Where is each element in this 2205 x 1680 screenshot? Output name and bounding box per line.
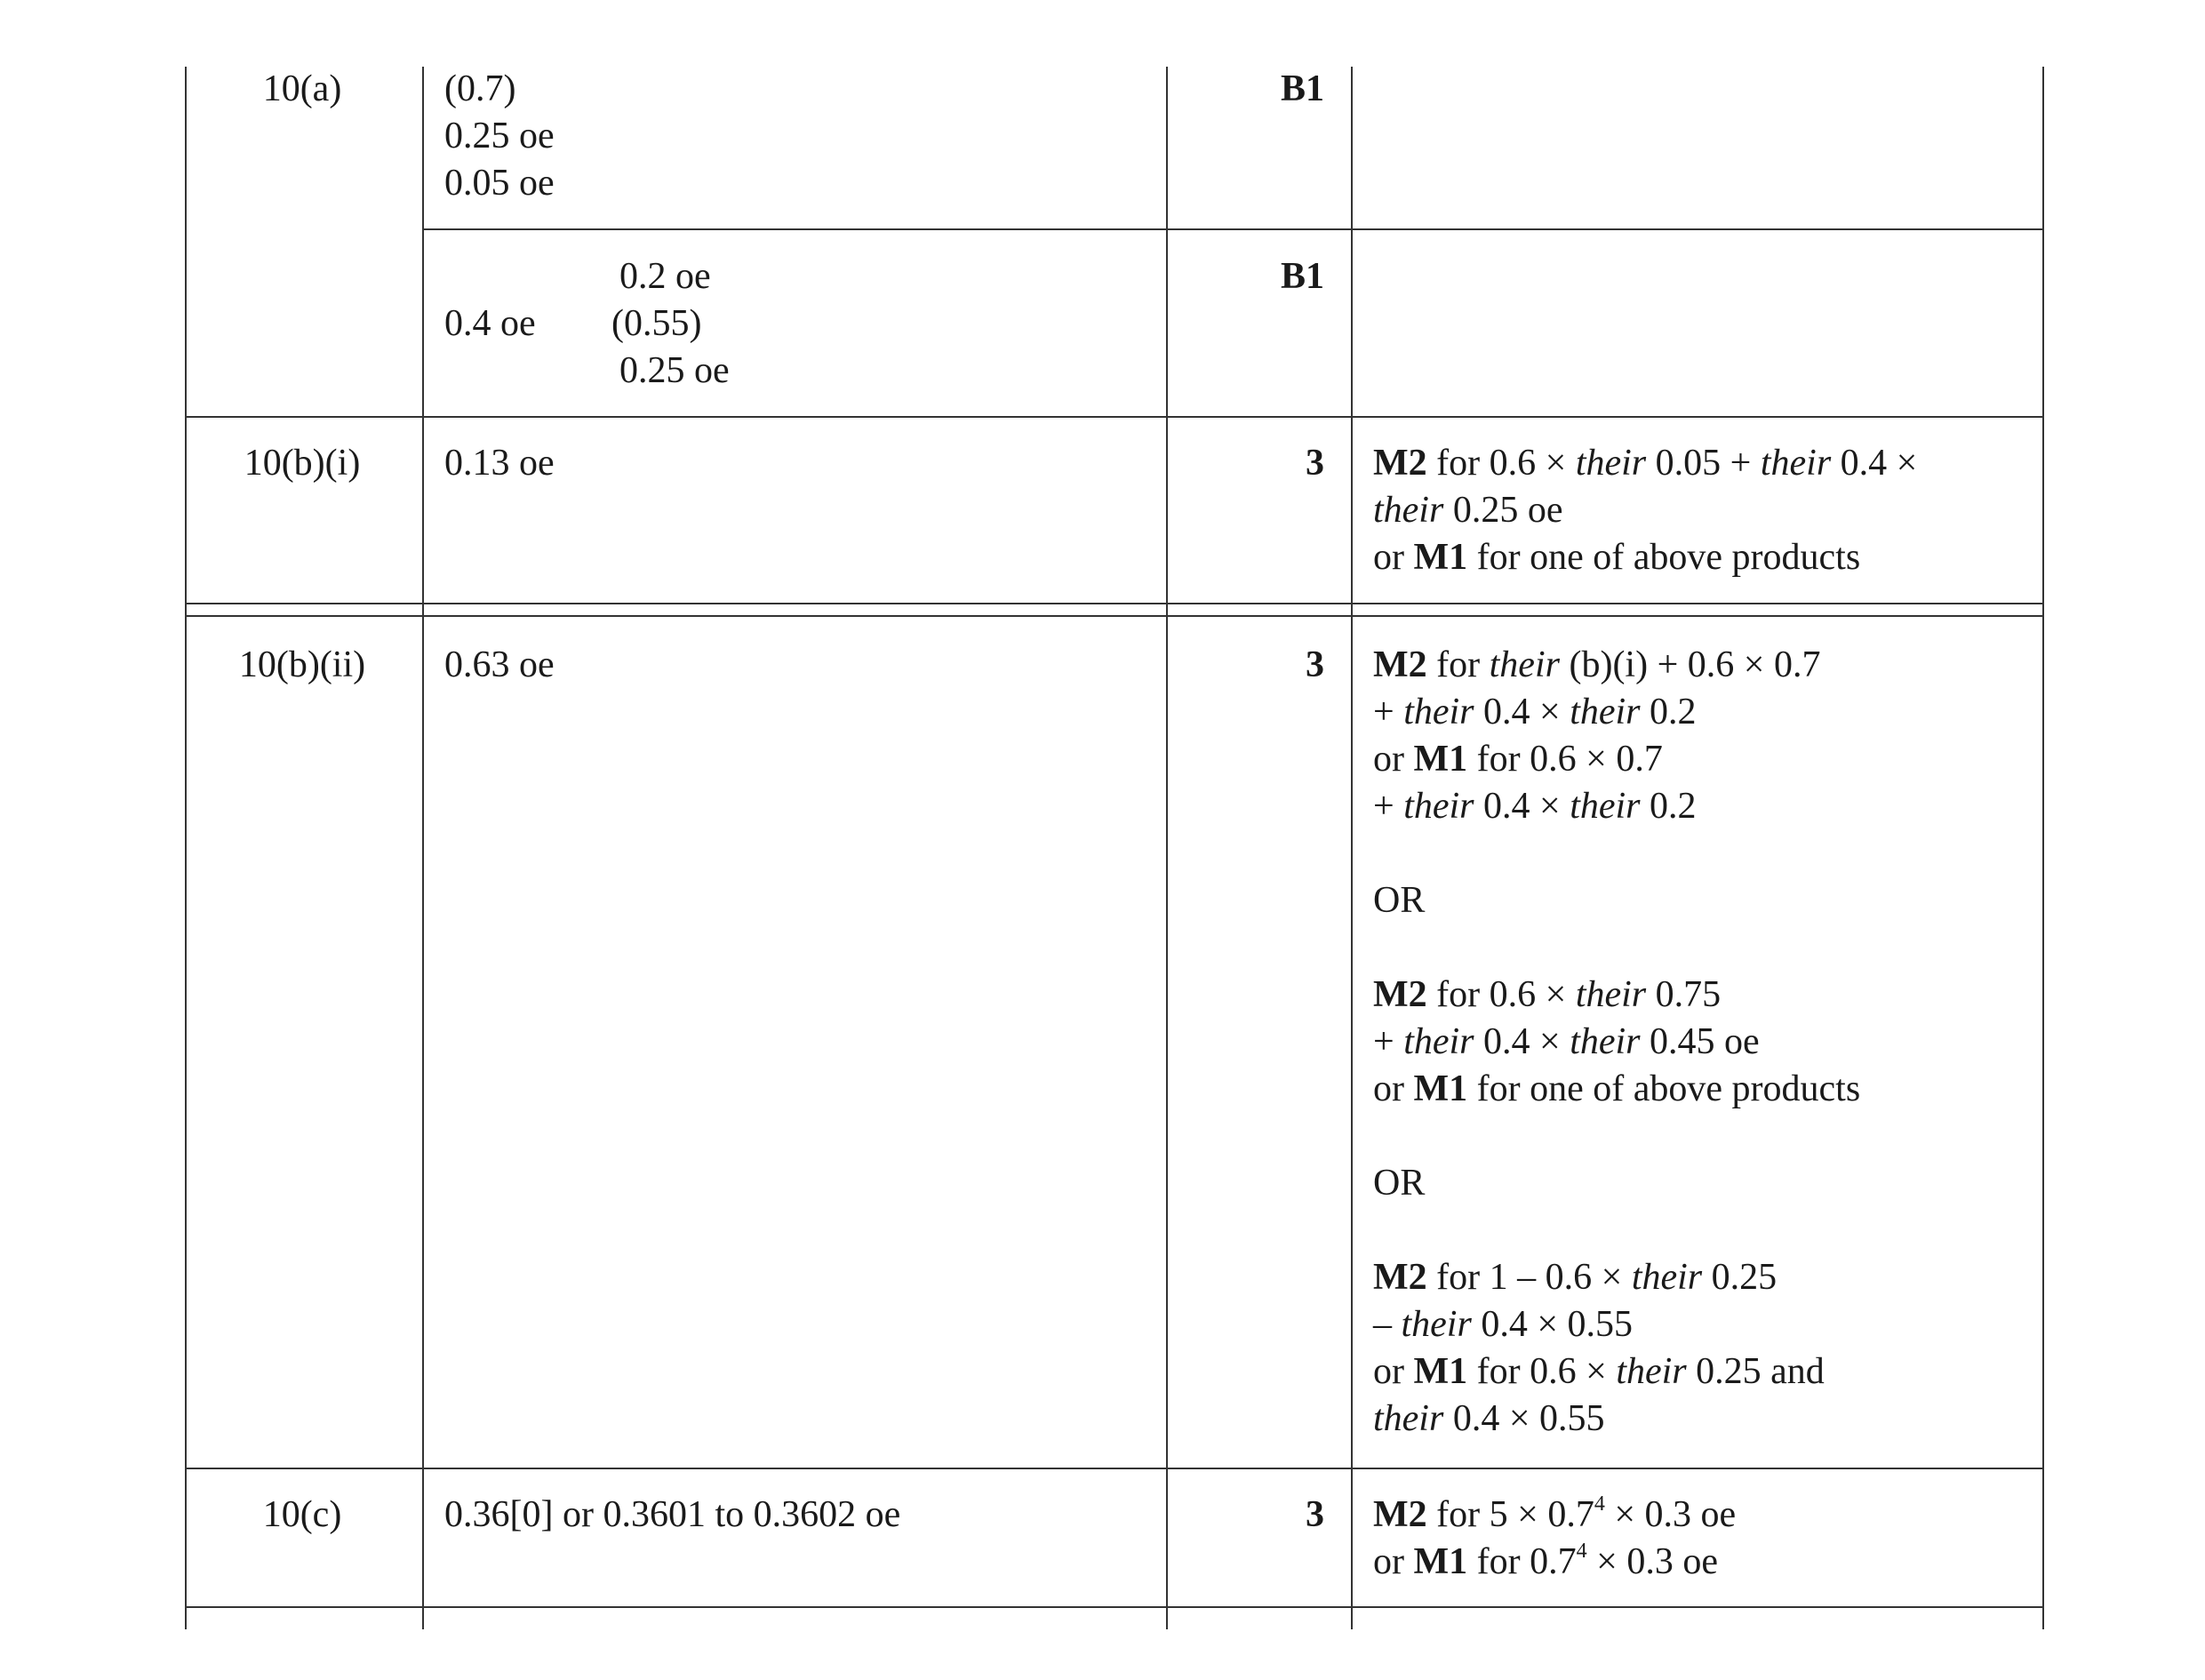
mark-10c: 3 xyxy=(1306,1494,1324,1535)
guidance-10c-line1: M2 for $5 \times 0.7^4 \times 0.3$ oe xyxy=(1373,1492,1737,1535)
answer-10a-tree-left: 0.4 oe xyxy=(444,303,536,344)
answer-10bi: 0.13 oe xyxy=(444,443,555,484)
row-divider-10bi-bottom-1 xyxy=(185,603,2044,604)
column-divider-answer xyxy=(422,67,424,1629)
question-number-10c: 10(c) xyxy=(262,1494,342,1535)
answer-10a-line1: (0.7) xyxy=(444,68,516,109)
mark-10bii: 3 xyxy=(1306,644,1324,685)
guidance-10bii-or-2: OR xyxy=(1373,1163,1426,1204)
mark-10a-part1: B1 xyxy=(1280,68,1324,109)
table-border-right xyxy=(2042,67,2044,1629)
answer-10a-tree-bottom: 0.25 oe xyxy=(619,350,730,391)
answer-10a-line2: 0.25 oe xyxy=(444,116,555,156)
answer-10a-tree-middle: (0.55) xyxy=(611,303,702,344)
answer-10a-tree-top: 0.2 oe xyxy=(619,256,711,297)
table-border-left xyxy=(185,67,187,1629)
column-divider-marks xyxy=(1166,67,1168,1629)
row-divider-10a-inner xyxy=(422,228,2044,230)
guidance-10bii-line8: M2 for 1 – 0.6 × their 0.25 xyxy=(1373,1257,1778,1298)
mark-10bi: 3 xyxy=(1306,443,1324,484)
guidance-10bii-line6: + their 0.4 × their 0.45 oe xyxy=(1373,1021,1760,1062)
guidance-10bii-line5: M2 for 0.6 × their 0.75 xyxy=(1373,974,1722,1015)
question-number-10bii: 10(b)(ii) xyxy=(238,644,366,685)
guidance-10bii-line1: M2 for their (b)(i) + 0.6 × 0.7 xyxy=(1373,644,1821,685)
question-number-10a: 10(a) xyxy=(262,68,342,109)
mark-10a-part2: B1 xyxy=(1280,256,1324,297)
column-divider-guidance xyxy=(1351,67,1353,1629)
row-divider-10a-bottom xyxy=(185,416,2044,418)
row-divider-10c-bottom xyxy=(185,1606,2044,1608)
answer-10a-line3: 0.05 oe xyxy=(444,163,555,204)
guidance-10bii-line3: or M1 for 0.6 × 0.7 xyxy=(1373,739,1663,780)
guidance-10bii-line10: or M1 for 0.6 × their 0.25 and xyxy=(1373,1351,1825,1392)
guidance-10bii-line4: + their 0.4 × their 0.2 xyxy=(1373,786,1697,827)
guidance-10bii-line7: or M1 for one of above products xyxy=(1373,1068,1861,1109)
guidance-10bi-line3: or M1 for one of above products xyxy=(1373,537,1861,578)
guidance-10bii-or-1: OR xyxy=(1373,880,1426,921)
question-number-10bi: 10(b)(i) xyxy=(244,443,361,484)
guidance-10c-line2: or M1 for $0.7^4 \times 0.3$ oe xyxy=(1373,1540,1718,1582)
guidance-10bii-line9: – their 0.4 × 0.55 xyxy=(1373,1304,1634,1345)
row-divider-10bii-bottom xyxy=(185,1468,2044,1469)
row-divider-10bi-bottom-2 xyxy=(185,615,2044,617)
guidance-10bi-line2: their 0.25 oe xyxy=(1373,490,1563,531)
guidance-10bii-line11: their 0.4 × 0.55 xyxy=(1373,1398,1605,1439)
guidance-10bii-line2: + their 0.4 × their 0.2 xyxy=(1373,692,1697,732)
answer-10c: 0.36[0] or 0.3601 to 0.3602 oe xyxy=(444,1494,901,1535)
answer-10bii: 0.63 oe xyxy=(444,644,555,685)
guidance-10bi-line1: M2 for 0.6 × their 0.05 + their 0.4 × xyxy=(1373,443,1918,484)
